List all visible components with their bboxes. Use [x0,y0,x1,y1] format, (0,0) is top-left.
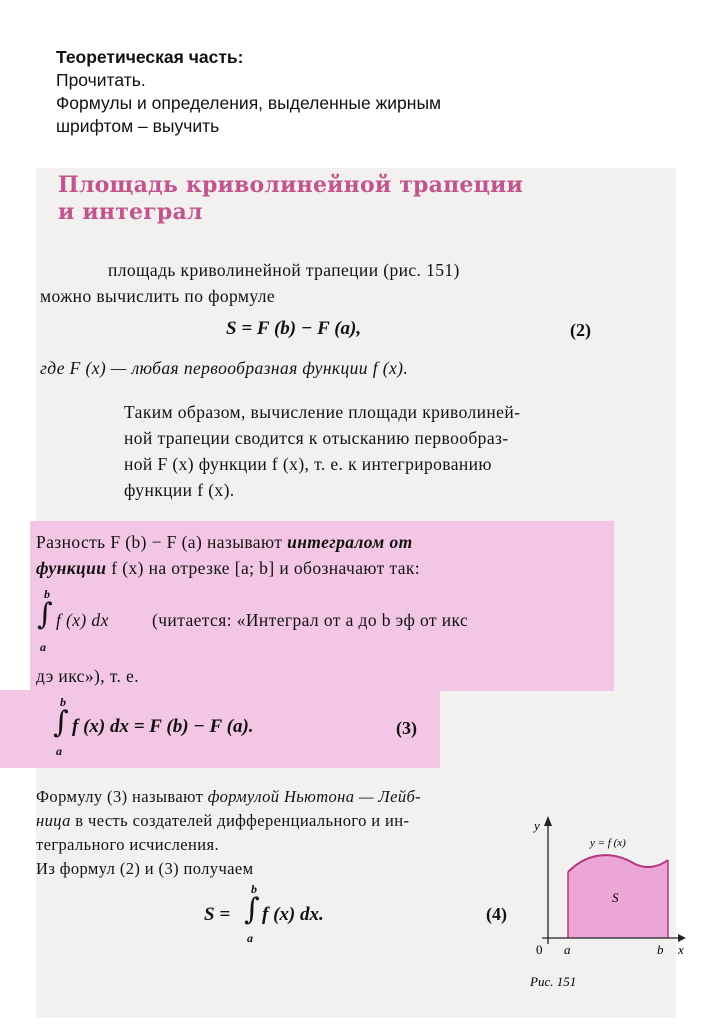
integral-upper-limit: b [60,695,66,709]
paragraph-line: можно вычислить по формуле [40,286,276,306]
x-axis-label: x [678,942,684,957]
integral-upper-limit: b [44,587,50,601]
paragraph-line [36,808,409,833]
paragraph-line: Таким образом, вычисление площади криволиней- [124,402,521,422]
intro-line: Формулы и определения, выделенные жирным [56,93,442,113]
area-label: S [612,890,619,905]
x-axis-arrow [678,934,686,942]
formula-4-number: (4) [486,904,507,924]
paragraph-line: Из формул (2) и (3) получаем [36,859,254,878]
definition-term: интегралом от [287,532,413,552]
a-label: a [564,942,571,957]
formula-2-number: (2) [570,320,591,340]
formula-3: f (x) dx = F (b) − F (a). [72,716,254,737]
integral-lower-limit: a [247,931,253,945]
paragraph-line: функции f (x). [124,480,235,500]
paragraph-line: тегрального исчисления. [36,835,219,854]
y-axis-label: y [534,818,540,833]
paragraph-line: ной F (x) функции f (x), т. е. к интегрированию [124,454,492,474]
formula-4-rhs: f (x) dx. [262,904,324,925]
paragraph-line: где F (x) — любая первообразная функции f (x). [40,358,409,378]
definition-line [36,556,420,581]
heading-line: Площадь криволинейной трапеции [58,172,524,198]
formula-2: S = F (b) − F (a), [226,318,362,339]
definition-line: дэ икс»), т. е. [36,666,139,686]
section-heading [58,172,618,226]
intro-block [56,46,616,138]
figure-caption: Рис. 151 [530,974,577,989]
origin-label: 0 [536,942,543,957]
intro-title: Теоретическая часть: [56,47,244,67]
integral-upper-limit: b [251,882,257,896]
curve-label: y = f (x) [590,837,626,849]
definition-text: Разность F (b) − F (a) называют [36,532,283,552]
integral-sign: ∫ [53,705,69,740]
b-label: b [657,942,664,957]
integral-sign: ∫ [37,597,53,632]
intro-line: Прочитать. [56,70,146,90]
integral-sign: ∫ [244,892,260,927]
paragraph-text: в честь создателей дифференциального и ин- [75,811,410,830]
paragraph-term: ница [36,811,71,830]
integral-lower-limit: a [40,640,46,654]
paragraph-line: площадь криволинейной трапеции (рис. 151) [108,260,460,280]
formula-4-lhs: S = [204,904,231,925]
integral-lower-limit: a [56,744,62,758]
intro-line: шрифтом – выучить [56,116,220,136]
definition-line: (читается: «Интеграл от a до b эф от икс [152,610,469,630]
paragraph-text: Формулу (3) называют [36,787,204,806]
heading-line: и интеграл [58,199,203,225]
integral-expression: f (x) dx [56,610,109,630]
y-axis-arrow [544,816,552,826]
formula-3-number: (3) [396,718,417,738]
paragraph-line: ной трапеции сводится к отысканию первообраз- [124,428,509,448]
paragraph-term: формулой Ньютона — Лейб- [207,787,422,806]
definition-term: функции [36,558,107,578]
paragraph-line [36,784,421,809]
figure-151 [520,812,690,992]
definition-line [36,530,413,555]
definition-text: f (x) на отрезке [a; b] и обозначают так: [111,558,421,578]
